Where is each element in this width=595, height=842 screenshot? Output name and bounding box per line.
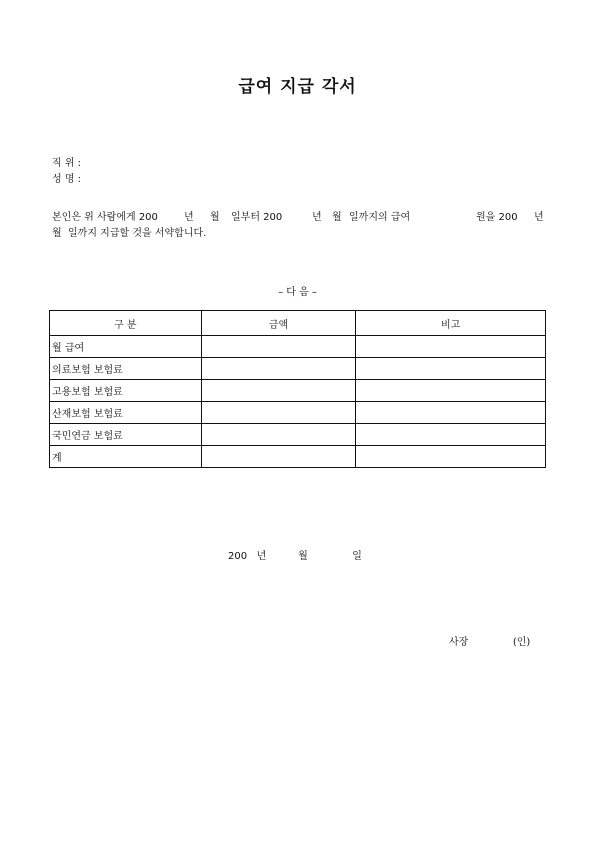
president-signature: 사장 (인) xyxy=(449,637,531,648)
date-line: 200 년 월 일 xyxy=(228,551,362,562)
remarks-cell xyxy=(356,446,546,468)
name-field-label: 성 명 : xyxy=(52,174,82,185)
amount-cell xyxy=(201,402,356,424)
column-header-remarks: 비고 xyxy=(356,311,546,336)
statement-part: 일부터 200 xyxy=(231,212,283,223)
amount-cell xyxy=(201,380,356,402)
amount-cell xyxy=(201,358,356,380)
statement-part: 년 xyxy=(534,212,544,223)
remarks-cell xyxy=(356,336,546,358)
statement-part: 본인은 위 사람에게 200 xyxy=(52,212,158,223)
table-row xyxy=(50,446,546,468)
amount-cell xyxy=(201,424,356,446)
table-row xyxy=(50,424,546,446)
section-subheading: – 다 음 – xyxy=(278,287,317,298)
statement-part: 월 xyxy=(210,212,220,223)
row-label: 산재보험 보험료 xyxy=(50,402,202,424)
table-row xyxy=(50,380,546,402)
amount-cell xyxy=(201,446,356,468)
table-row xyxy=(50,358,546,380)
remarks-cell xyxy=(356,358,546,380)
row-label: 월 급여 xyxy=(50,336,202,358)
position-field-label: 직 위 : xyxy=(52,158,82,169)
statement-part: 월 일까지 지급할 것을 서약합니다. xyxy=(52,228,207,239)
salary-table xyxy=(49,310,546,468)
document-title: 급여 지급 각서 xyxy=(238,77,357,97)
statement-part: 년 xyxy=(184,212,194,223)
statement-part: 년 xyxy=(312,212,322,223)
statement-part: 일까지의 급여 xyxy=(349,212,411,223)
amount-cell xyxy=(201,336,356,358)
row-label: 계 xyxy=(50,446,202,468)
table-row xyxy=(50,336,546,358)
remarks-cell xyxy=(356,380,546,402)
statement-part: 원을 200 xyxy=(476,212,518,223)
remarks-cell xyxy=(356,424,546,446)
table-header-row xyxy=(50,311,546,336)
row-label: 고용보험 보험료 xyxy=(50,380,202,402)
statement-part: 월 xyxy=(332,212,342,223)
row-label: 국민연금 보험료 xyxy=(50,424,202,446)
column-header-amount: 금액 xyxy=(201,311,356,336)
row-label: 의료보험 보험료 xyxy=(50,358,202,380)
remarks-cell xyxy=(356,402,546,424)
table-row xyxy=(50,402,546,424)
column-header-category: 구 분 xyxy=(50,311,202,336)
